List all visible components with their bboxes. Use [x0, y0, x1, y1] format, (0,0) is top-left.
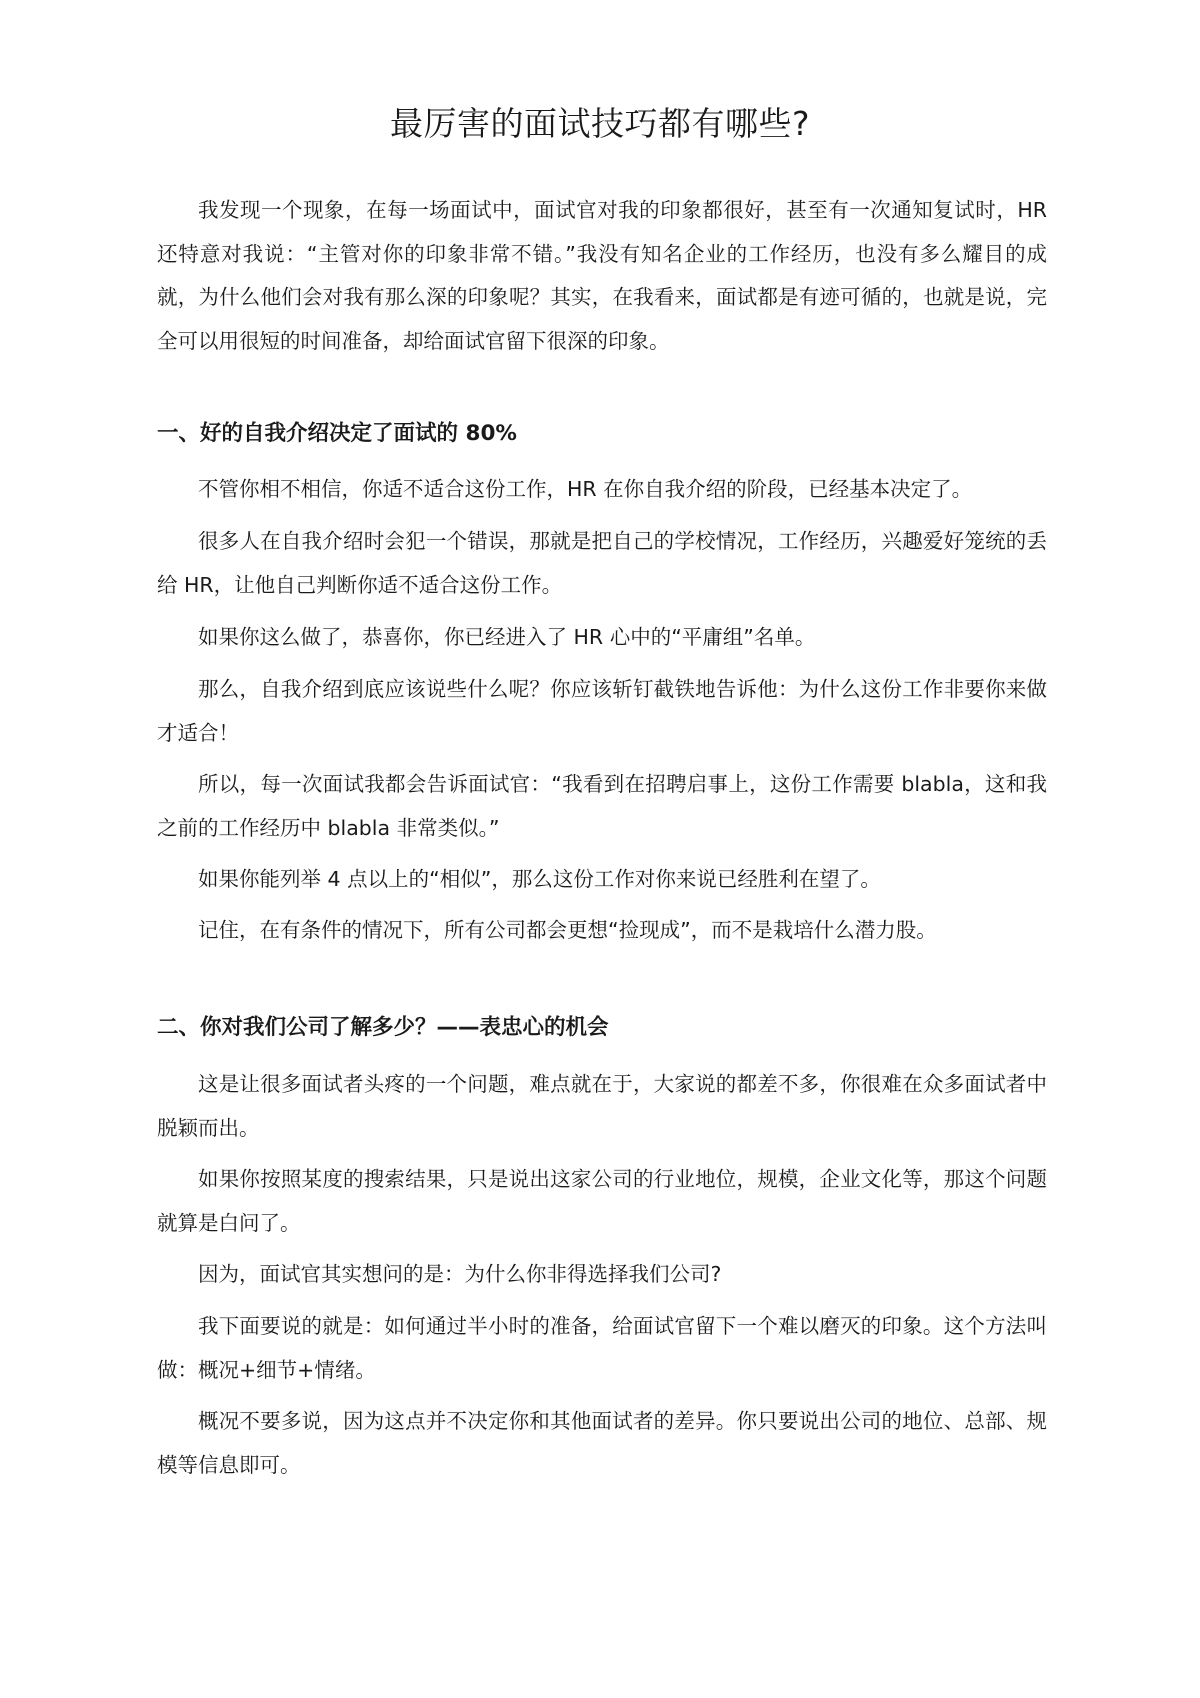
- section-1-paragraph: 如果你能列举 4 点以上的“相似”，那么这份工作对你来说已经胜利在望了。: [198, 867, 881, 891]
- section-1-heading: 一、好的自我介绍决定了面试的 80%: [157, 421, 517, 446]
- document-title: 最厉害的面试技巧都有哪些?: [389, 104, 810, 143]
- section-1-paragraph: 那么，自我介绍到底应该说些什么呢？你应该斩钉截铁地告诉他：为什么这份工作非要你来做才适合！: [157, 677, 1047, 745]
- section-1-paragraph: 记住，在有条件的情况下，所有公司都会更想“捡现成”，而不是栽培什么潜力股。: [198, 918, 937, 942]
- section-2-paragraph: 概况不要多说，因为这点并不决定你和其他面试者的差异。你只要说出公司的地位、总部、规模等信息即可。: [157, 1409, 1047, 1477]
- section-2-heading: 二、你对我们公司了解多少？——表忠心的机会: [157, 1015, 609, 1040]
- section-2-paragraph: 这是让很多面试者头疼的一个问题，难点就在于，大家说的都差不多，你很难在众多面试者中脱颖而出。: [157, 1072, 1047, 1140]
- intro-paragraph: 我发现一个现象，在每一场面试中，面试官对我的印象都很好，甚至有一次通知复试时，HR 还特意对我说：“主管对你的印象非常不错。”我没有知名企业的工作经历，也没有多么耀目的成就，为什么他们会对我有那么深的印象呢？其实，在我看来，面试都是有迹可循的，也就是说，完全可以用很短的时间准备，却给面试官留下很深的印象。: [157, 198, 1047, 353]
- section-1-paragraph: 如果你这么做了，恭喜你，你已经进入了 HR 心中的“平庸组”名单。: [198, 625, 816, 649]
- section-2-paragraph: 因为，面试官其实想问的是：为什么你非得选择我们公司?: [198, 1262, 722, 1286]
- section-2-paragraph: 我下面要说的就是：如何通过半小时的准备，给面试官留下一个难以磨灭的印象。这个方法叫做：概况+细节+情绪。: [157, 1314, 1047, 1382]
- section-1-paragraph: 很多人在自我介绍时会犯一个错误，那就是把自己的学校情况，工作经历，兴趣爱好笼统的丢给 HR，让他自己判断你适不适合这份工作。: [157, 529, 1047, 597]
- section-1-paragraph: 所以，每一次面试我都会告诉面试官：“我看到在招聘启事上，这份工作需要 blabla，这和我之前的工作经历中 blabla 非常类似。”: [157, 772, 1047, 840]
- section-2-paragraph: 如果你按照某度的搜索结果，只是说出这家公司的行业地位，规模，企业文化等，那这个问题就算是白问了。: [157, 1167, 1047, 1235]
- section-1-paragraph: 不管你相不相信，你适不适合这份工作，HR 在你自我介绍的阶段，已经基本决定了。: [198, 477, 973, 501]
